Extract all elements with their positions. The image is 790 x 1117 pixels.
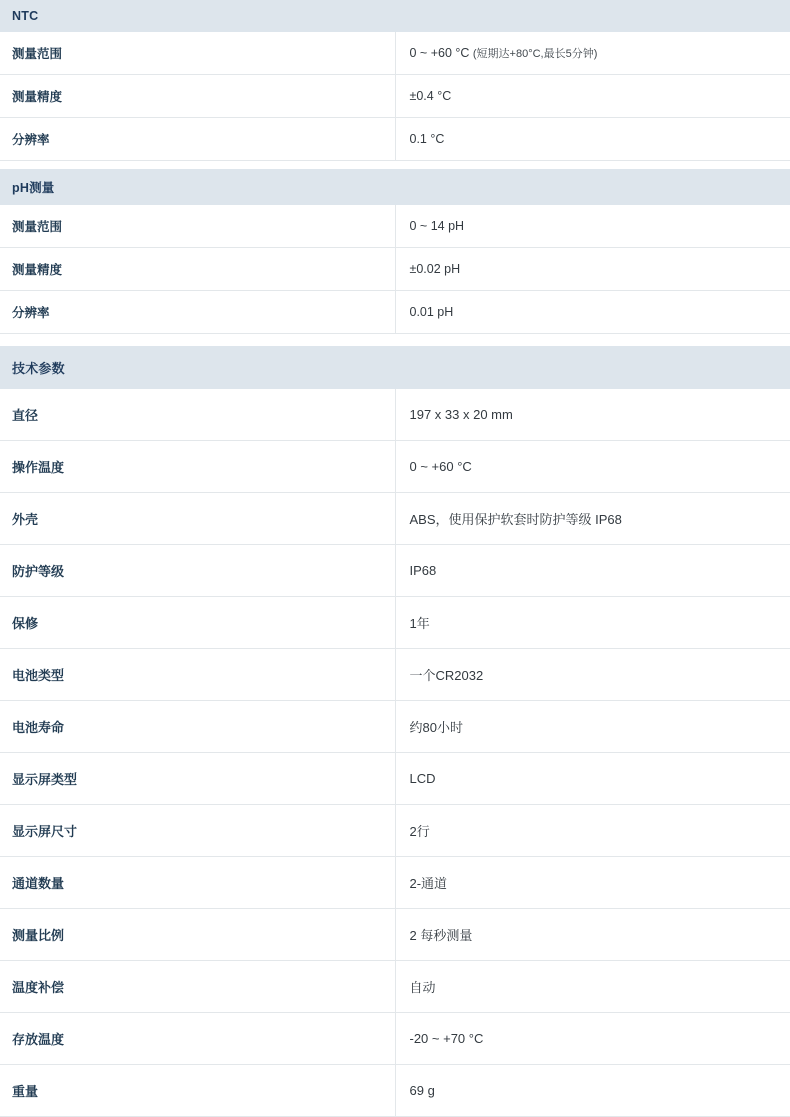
spec-label: 保修: [0, 597, 395, 649]
section-title: NTC: [0, 0, 790, 32]
table-row: [0, 493, 790, 545]
table-row: [0, 205, 790, 248]
spec-value: 2 每秒测量: [409, 928, 473, 943]
spec-value: 2行: [409, 824, 430, 839]
spec-label: 电池寿命: [0, 701, 395, 753]
table-row: [0, 75, 790, 118]
spec-value-cell: [395, 649, 790, 701]
table-row: [0, 597, 790, 649]
spec-label: 温度补偿: [0, 961, 395, 1013]
spec-value: 1年: [409, 616, 430, 631]
spec-value: LCD: [409, 771, 436, 786]
table-row: [0, 909, 790, 961]
table-row: [0, 961, 790, 1013]
spec-value: ABS，使用保护软套时防护等级 IP68: [409, 512, 622, 527]
spec-value: ±0.02 pH: [409, 262, 461, 276]
spec-value-cell: [395, 909, 790, 961]
spec-value: 197 x 33 x 20 mm: [409, 407, 513, 422]
table-row: [0, 1065, 790, 1117]
spec-value: 0 ~ +60 °C: [409, 459, 472, 474]
table-row: [0, 441, 790, 493]
spec-value-cell: [395, 32, 790, 75]
spec-label: 直径: [0, 389, 395, 441]
spec-value: 一个CR2032: [409, 668, 484, 683]
spec-value-note: (短期达+80°C,最长5分钟): [472, 48, 598, 60]
spec-value-cell: [395, 545, 790, 597]
spec-label: 测量精度: [0, 75, 395, 118]
spec-value: 约80小时: [409, 720, 463, 735]
spec-value: 0.1 °C: [409, 132, 445, 146]
section-spacer: [0, 334, 790, 347]
spec-value-cell: [395, 753, 790, 805]
table-row: [0, 389, 790, 441]
spec-label: 显示屏尺寸: [0, 805, 395, 857]
section-header: [0, 169, 790, 205]
spec-value: 自动: [409, 980, 436, 995]
spec-value: 69 g: [409, 1083, 435, 1098]
spec-value-cell: [395, 701, 790, 753]
spec-label: 外壳: [0, 493, 395, 545]
spec-label: 分辨率: [0, 118, 395, 161]
section-spacer: [0, 161, 790, 170]
spec-label: 重量: [0, 1065, 395, 1117]
section-header: [0, 346, 790, 389]
spec-value: IP68: [409, 563, 437, 578]
table-row: [0, 649, 790, 701]
spec-label: 存放温度: [0, 1013, 395, 1065]
spec-label: 测量精度: [0, 248, 395, 291]
spec-label: 操作温度: [0, 441, 395, 493]
table-row: [0, 248, 790, 291]
spec-value-cell: [395, 961, 790, 1013]
spec-value-cell: [395, 205, 790, 248]
table-row: [0, 32, 790, 75]
table-row: [0, 1013, 790, 1065]
section-title: pH测量: [0, 169, 790, 205]
spec-label: 通道数量: [0, 857, 395, 909]
spec-value-cell: [395, 1013, 790, 1065]
table-row: [0, 857, 790, 909]
spec-value: 2-通道: [409, 876, 448, 891]
spec-label: 测量比例: [0, 909, 395, 961]
spec-label: 防护等级: [0, 545, 395, 597]
section-title: 技术参数: [0, 346, 790, 389]
table-row: [0, 291, 790, 334]
section-header: [0, 0, 790, 32]
spec-label: 分辨率: [0, 291, 395, 334]
table-row: [0, 118, 790, 161]
spec-value: -20 ~ +70 °C: [409, 1031, 484, 1046]
spec-value-cell: [395, 389, 790, 441]
spec-value-cell: [395, 291, 790, 334]
table-row: [0, 805, 790, 857]
spec-value-cell: [395, 118, 790, 161]
spec-value-cell: [395, 248, 790, 291]
spec-label: 电池类型: [0, 649, 395, 701]
spec-value: 0 ~ 14 pH: [409, 219, 465, 233]
spec-value-cell: [395, 493, 790, 545]
spec-value-cell: [395, 1065, 790, 1117]
table-row: [0, 545, 790, 597]
spec-label: 显示屏类型: [0, 753, 395, 805]
spec-value-cell: [395, 441, 790, 493]
spec-value-cell: [395, 805, 790, 857]
spec-label: 测量范围: [0, 32, 395, 75]
table-row: [0, 701, 790, 753]
spec-label: 测量范围: [0, 205, 395, 248]
spec-value: 0.01 pH: [409, 305, 454, 319]
spec-value-cell: [395, 597, 790, 649]
spec-value-cell: [395, 857, 790, 909]
spec-value: 0 ~ +60 °C: [409, 46, 470, 60]
spec-value-cell: [395, 75, 790, 118]
spec-value: ±0.4 °C: [409, 89, 452, 103]
table-row: [0, 753, 790, 805]
